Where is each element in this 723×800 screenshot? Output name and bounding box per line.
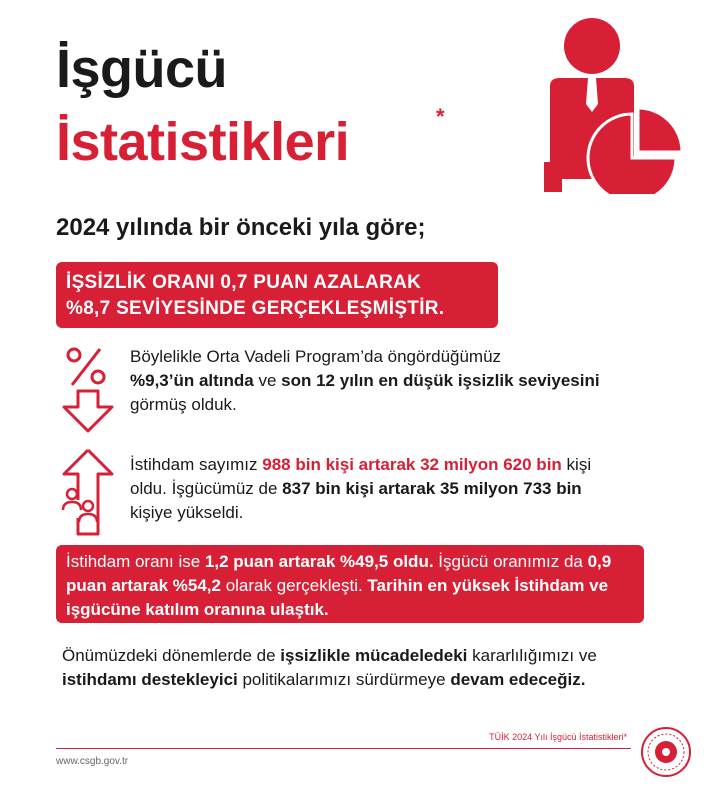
source-note: TÜİK 2024 Yılı İşgücü İstatistikleri*	[489, 732, 627, 742]
footer-divider	[56, 748, 631, 749]
future-text-1: Önümüzdeki dönemlerde de	[62, 646, 281, 665]
rate-text-4: 0,9 puan artarak %54,2	[66, 552, 612, 595]
ovp-text-4: son 12 yılın en düşük işsizlik seviyesini	[281, 371, 600, 390]
emp-text-2: 988 bin kişi artarak 32 milyon 620 bin	[262, 455, 562, 474]
future-text-4: istihdamı destekleyici	[62, 670, 238, 689]
title-line-2: İstatistikleri	[56, 112, 350, 172]
emp-text-5: kişiye yükseldi.	[130, 503, 244, 522]
section-ovp	[130, 345, 600, 417]
rate-text-5: olarak gerçekleşti.	[220, 576, 368, 595]
title-asterisk: *	[436, 104, 445, 129]
rate-text-1: İstihdam oranı ise	[66, 552, 205, 571]
future-text-2: işsizlikle mücadeledeki	[280, 646, 468, 665]
rate-text-6: Tarihin en yüksek İstihdam ve işgücüne katılım oranına ulaştık.	[66, 576, 609, 619]
rate-text-3: İşgücü oranımız da	[433, 552, 588, 571]
highlight-line-2: %8,7 SEVİYESİNDE GERÇEKLEŞMİŞTİR.	[66, 298, 445, 319]
employment-rate-box	[56, 545, 644, 623]
emp-text-3: kişi oldu. İşgücümüz de	[130, 455, 592, 498]
ministry-seal-icon	[640, 726, 692, 778]
percent-down-arrow-icon	[60, 345, 116, 433]
title-line-1: İşgücü	[56, 39, 228, 99]
section-future	[62, 644, 622, 692]
section-employment-count	[130, 453, 600, 525]
ovp-text-3: ve	[253, 371, 282, 390]
future-text-3: kararlılığımızı ve	[467, 646, 597, 665]
ovp-text-1: Böylelikle Orta Vadeli Program’da öngördüğümüz	[130, 347, 502, 366]
emp-text-4: 837 bin kişi artarak 35 milyon 733 bin	[282, 479, 582, 498]
people-up-arrow-icon	[60, 448, 116, 538]
emp-text-1: İstihdam sayımız	[130, 455, 263, 474]
ovp-text-2: %9,3’ün altında	[130, 371, 254, 390]
ovp-text-5: görmüş olduk.	[130, 395, 237, 414]
businessman-pie-chart-icon	[540, 14, 690, 194]
future-text-5: politikalarımızı sürdürmeye	[237, 670, 451, 689]
future-text-6: devam edeceğiz.	[450, 670, 586, 689]
subtitle: 2024 yılında bir önceki yıla göre;	[56, 214, 426, 241]
highlight-line-1: İŞSİZLİK ORANI 0,7 PUAN AZALARAK	[66, 272, 422, 293]
unemployment-highlight-box	[56, 262, 498, 328]
website-url: www.csgb.gov.tr	[56, 756, 129, 767]
rate-text-2: 1,2 puan artarak %49,5 oldu.	[204, 552, 434, 571]
